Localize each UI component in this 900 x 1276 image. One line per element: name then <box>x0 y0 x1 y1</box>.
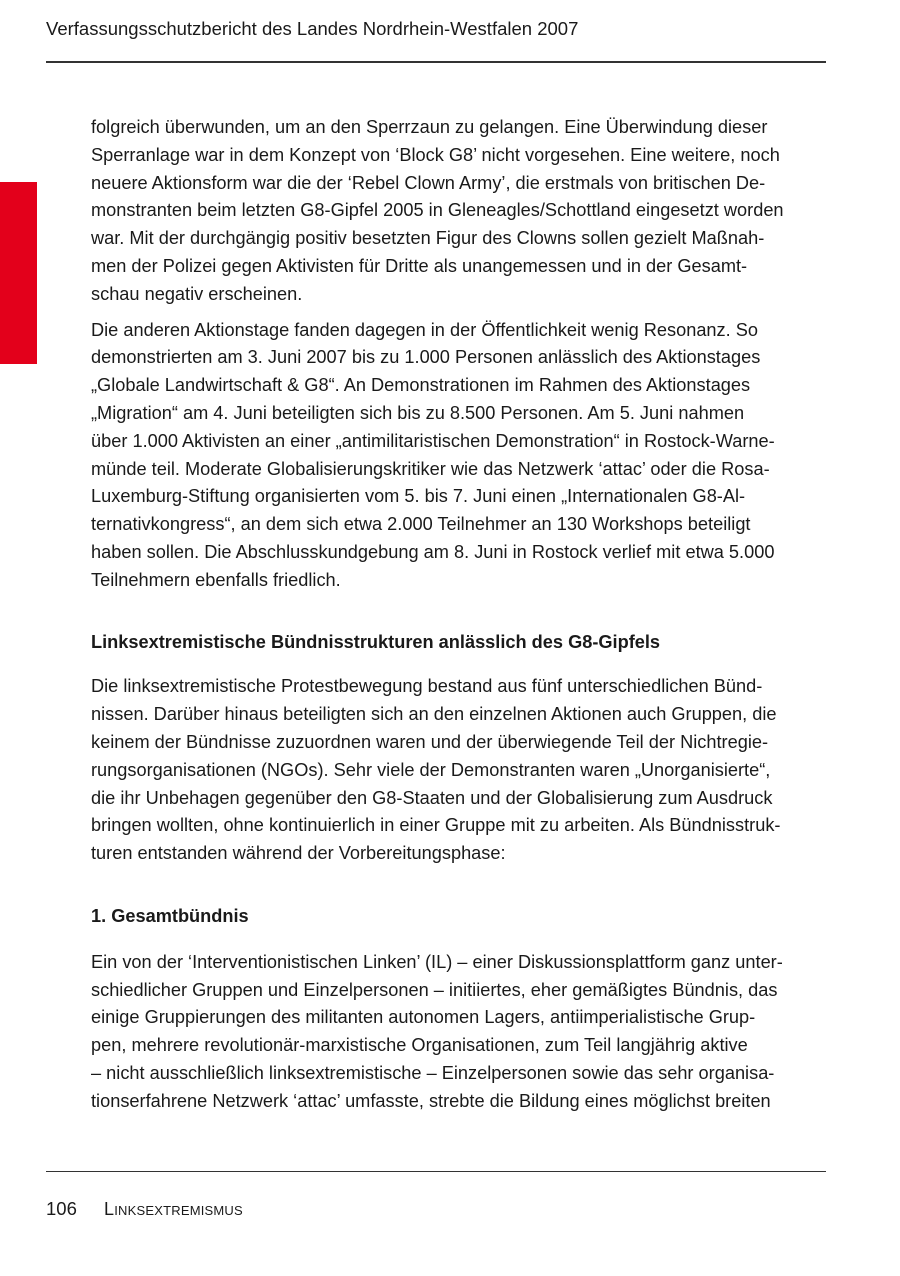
text-line: ternativkongress“, an dem sich etwa 2.000 Teilnehmer an 130 Workshops beteiligt <box>91 514 751 535</box>
section-heading-alliance-structures: Linksextremistische Bündnisstrukturen anlässlich des G8-Gipfels <box>91 631 661 652</box>
page-footer <box>46 1196 243 1222</box>
text-line: turen entstanden während der Vorbereitungsphase: <box>91 843 506 864</box>
text-line: münde teil. Moderate Globalisierungskritiker wie das Netzwerk ‘attac’ oder die Rosa- <box>91 458 770 479</box>
running-header-title: Verfassungsschutzbericht des Landes Nordrhein-Westfalen 2007 <box>46 18 579 39</box>
text-line: Teilnehmern ebenfalls friedlich. <box>91 569 341 590</box>
text-line: demonstrierten am 3. Juni 2007 bis zu 1.000 Personen anlässlich des Aktionstages <box>91 347 761 368</box>
text-line: keinem der Bündnisse zuzuordnen waren und der überwiegende Teil der Nichtregie- <box>91 731 769 752</box>
paragraph-action-days <box>91 317 831 595</box>
text-line: schiedlicher Gruppen und Einzelpersonen – initiiertes, eher gemäßigtes Bündnis, das <box>91 979 778 1000</box>
page-number: 106 <box>46 1198 77 1219</box>
text-line: schau negativ erscheinen. <box>91 283 303 304</box>
text-line: Die anderen Aktionstage fanden dagegen in der Öffentlichkeit wenig Resonanz. So <box>91 319 758 340</box>
footer-section-label: Linksextremismus <box>104 1199 243 1219</box>
text-line: bringen wollten, ohne kontinuierlich in einer Gruppe mit zu arbeiten. Als Bündnisstruk- <box>91 815 781 836</box>
footer-rule <box>46 1171 826 1172</box>
text-line: „Migration“ am 4. Juni beteiligten sich bis zu 8.500 Personen. Am 5. Juni nahmen <box>91 402 745 423</box>
text-line: folgreich überwunden, um an den Sperrzaun zu gelangen. Eine Überwindung dieser <box>91 117 768 137</box>
text-line: nissen. Darüber hinaus beteiligten sich an den einzelnen Aktionen auch Gruppen, die <box>91 704 777 725</box>
text-line: neuere Aktionsform war die der ‘Rebel Clown Army’, die erstmals von britischen De- <box>91 172 766 193</box>
text-line: Sperranlage war in dem Konzept von ‘Block G8’ nicht vorgesehen. Eine weitere, noch <box>91 144 780 165</box>
text-line: monstranten beim letzten G8-Gipfel 2005 in Gleneagles/Schottland eingesetzt worden <box>91 200 784 221</box>
text-line: die ihr Unbehagen gegenüber den G8-Staaten und der Globalisierung zum Ausdruck <box>91 787 773 808</box>
section-heading-gesamtbuendnis: 1. Gesamtbündnis <box>91 905 249 926</box>
text-line: „Globale Landwirtschaft & G8“. An Demonstrationen im Rahmen des Aktionstages <box>91 375 751 396</box>
paragraph-clown-army <box>91 114 831 309</box>
chapter-color-tab <box>0 182 37 364</box>
paragraph-protest-movement <box>91 673 831 868</box>
text-line: rungsorganisationen (NGOs). Sehr viele der Demonstranten waren „Unorganisierte“, <box>91 759 771 780</box>
text-line: men der Polizei gegen Aktivisten für Dritte als unangemessen und in der Gesamt- <box>91 255 748 276</box>
text-line: Ein von der ‘Interventionistischen Linken’ (IL) – einer Diskussionsplattform ganz unter- <box>91 951 783 972</box>
header-rule <box>46 61 826 63</box>
text-line: einige Gruppierungen des militanten autonomen Lagers, antiimperialistische Grup- <box>91 1007 756 1028</box>
page-body <box>91 114 831 1124</box>
text-line: über 1.000 Aktivisten an einer „antimilitaristischen Demonstration“ in Rostock-Warne- <box>91 430 775 451</box>
text-line: pen, mehrere revolutionär-marxistische Organisationen, zum Teil langjährig aktive <box>91 1035 748 1056</box>
text-line: tionserfahrene Netzwerk ‘attac’ umfasste, strebte die Bildung eines möglichst breiten <box>91 1090 771 1111</box>
text-line: Luxemburg-Stiftung organisierten vom 5. bis 7. Juni einen „Internationalen G8-Al- <box>91 486 746 507</box>
paragraph-interventionist-left <box>91 949 831 1116</box>
text-line: – nicht ausschließlich linksextremistische – Einzelpersonen sowie das sehr organisa- <box>91 1062 775 1083</box>
text-line: war. Mit der durchgängig positiv besetzten Figur des Clowns sollen gezielt Maßnah- <box>91 228 765 249</box>
text-line: haben sollen. Die Abschlusskundgebung am 8. Juni in Rostock verlief mit etwa 5.000 <box>91 541 775 562</box>
text-line: Die linksextremistische Protestbewegung bestand aus fünf unterschiedlichen Bünd- <box>91 676 763 697</box>
